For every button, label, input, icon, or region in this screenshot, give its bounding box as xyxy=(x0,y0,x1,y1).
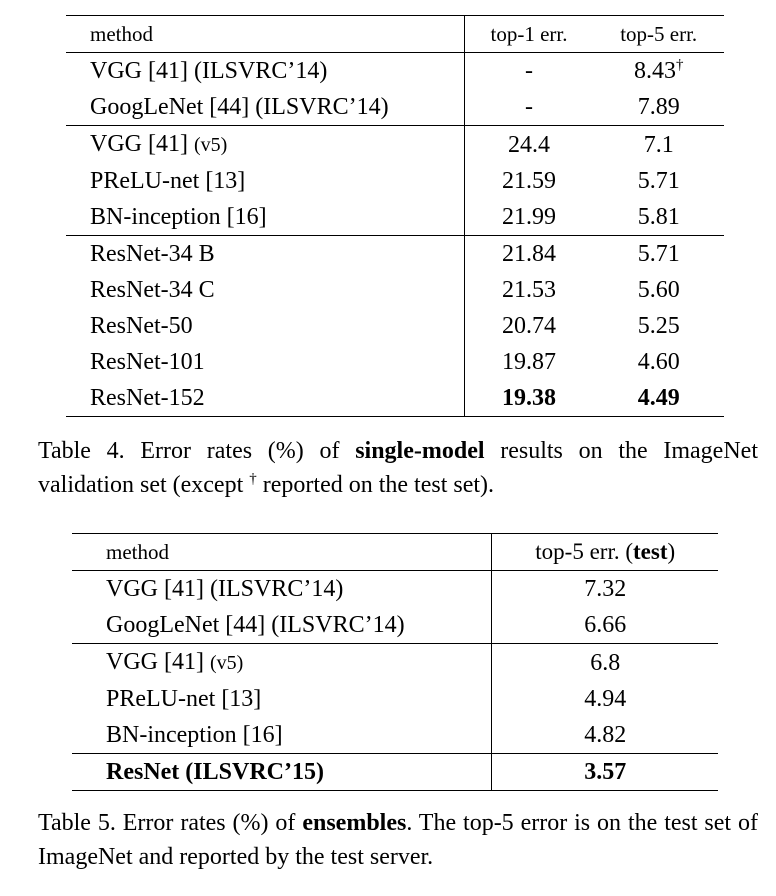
method-cell: PReLU-net [13] xyxy=(66,163,464,199)
caption-text: reported on the test set). xyxy=(256,472,495,498)
header-top5: top-5 err. xyxy=(593,16,724,53)
caption-bold: single-model xyxy=(355,438,485,464)
method-cell xyxy=(72,644,492,682)
caption-bold: ensembles xyxy=(302,810,407,836)
top5-cell: 5.71 xyxy=(637,168,680,194)
top5-cell: 4.82 xyxy=(584,722,627,748)
table-row xyxy=(66,380,724,417)
top5-cell: 4.94 xyxy=(584,686,627,712)
top5-cell: 4.60 xyxy=(637,349,680,375)
table-row xyxy=(72,571,718,608)
header-top5-test xyxy=(492,534,718,571)
method-cell: PReLU-net [13] xyxy=(72,681,492,717)
method-suffix: (v5) xyxy=(193,134,228,156)
top5-cell: 6.8 xyxy=(492,644,718,682)
table-row xyxy=(72,717,718,754)
top1-cell: - xyxy=(464,53,593,90)
method-cell: ResNet-101 xyxy=(66,344,464,380)
table-row xyxy=(72,644,718,682)
method-cell: GoogLeNet [44] (ILSVRC’14) xyxy=(72,607,492,644)
top5-cell-best: 3.57 xyxy=(492,754,718,791)
table-row xyxy=(72,754,718,791)
method-name: VGG [41] xyxy=(90,131,188,157)
header-top1: top-1 err. xyxy=(464,16,593,53)
caption-text: Table 4. Error rates (%) of xyxy=(38,438,356,464)
table-row xyxy=(66,126,724,164)
top5-cell: 6.66 xyxy=(584,612,627,638)
top5-cell-best: 4.49 xyxy=(593,380,724,417)
top5-cell: 5.71 xyxy=(593,236,724,273)
top5-cell: 7.89 xyxy=(637,94,680,120)
top1-cell: 21.59 xyxy=(502,168,556,194)
header-bold: test xyxy=(633,539,668,564)
method-cell: VGG [41] (ILSVRC’14) xyxy=(72,571,492,608)
table-row xyxy=(66,308,724,344)
table-header-row xyxy=(66,16,724,53)
top5-cell: 5.81 xyxy=(637,204,680,230)
method-cell xyxy=(66,126,464,164)
top1-cell: 20.74 xyxy=(502,313,556,339)
top5-cell xyxy=(593,53,724,90)
header-text: ) xyxy=(667,539,676,564)
caption-text: . The top-5 error is on the test set of ImageNet and reported by the test server. xyxy=(38,810,758,870)
method-suffix: (v5) xyxy=(209,652,244,674)
top1-cell: 21.53 xyxy=(502,277,556,303)
table-row xyxy=(66,236,724,273)
method-cell: ResNet-152 xyxy=(66,380,464,417)
top1-cell: 19.87 xyxy=(502,349,556,375)
dagger-mark: † xyxy=(249,471,257,487)
method-cell: BN-inception [16] xyxy=(66,199,464,236)
table-row xyxy=(66,89,724,126)
method-cell-best: ResNet (ILSVRC’15) xyxy=(72,754,492,791)
table-row xyxy=(66,199,724,236)
table-row xyxy=(72,607,718,644)
top1-cell: 24.4 xyxy=(464,126,593,164)
table-row xyxy=(66,272,724,308)
top5-cell: 7.32 xyxy=(492,571,718,608)
top1-cell: 21.84 xyxy=(464,236,593,273)
top1-cell-best: 19.38 xyxy=(464,380,593,417)
header-method: method xyxy=(72,534,492,571)
table-5-caption xyxy=(38,806,758,874)
dagger-mark: † xyxy=(675,57,684,73)
top5-cell: 7.1 xyxy=(593,126,724,164)
table-4-caption xyxy=(38,434,758,502)
method-cell: ResNet-34 B xyxy=(66,236,464,273)
top1-cell: 21.99 xyxy=(502,204,556,230)
table-row xyxy=(66,344,724,380)
caption-text: results on the ImageNet validation set (except xyxy=(38,438,758,498)
method-cell: VGG [41] (ILSVRC’14) xyxy=(66,53,464,90)
top5-value: 8.43 xyxy=(633,58,676,84)
header-method: method xyxy=(66,16,464,53)
table-header-row xyxy=(72,534,718,571)
top5-cell: 5.60 xyxy=(637,277,680,303)
method-cell: ResNet-50 xyxy=(66,308,464,344)
table-4-single-model xyxy=(66,15,724,417)
table-5-ensembles xyxy=(72,533,718,791)
method-cell: GoogLeNet [44] (ILSVRC’14) xyxy=(66,89,464,126)
top1-cell: - xyxy=(525,94,533,120)
table-row xyxy=(66,53,724,90)
method-name: VGG [41] xyxy=(106,649,204,675)
table-row xyxy=(72,681,718,717)
top5-cell: 5.25 xyxy=(637,313,680,339)
header-text: top-5 err. ( xyxy=(535,539,634,564)
method-cell: ResNet-34 C xyxy=(66,272,464,308)
caption-text: Table 5. Error rates (%) of xyxy=(38,810,303,836)
method-cell: BN-inception [16] xyxy=(72,717,492,754)
table-row xyxy=(66,163,724,199)
